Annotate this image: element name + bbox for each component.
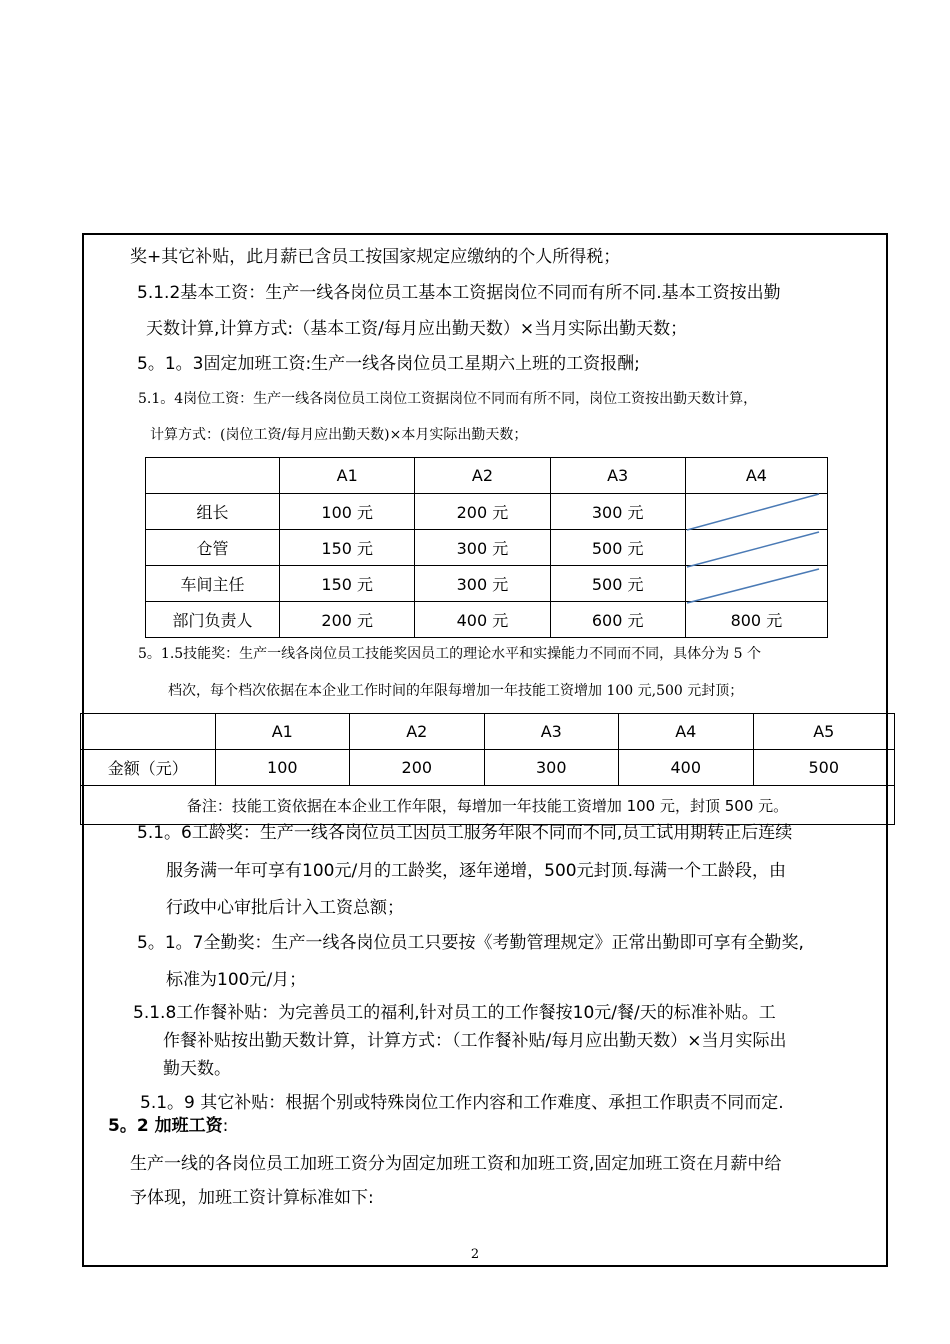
table-cell: 部门负责人 bbox=[146, 602, 280, 638]
table-cell: 400 bbox=[619, 750, 753, 786]
table-cell: 金额（元） bbox=[81, 750, 216, 786]
paragraph-5-1-5: 5。1.5技能奖：生产一线各岗位员工技能奖因员工的理论水平和实操能力不同而不同，具体分为 5 个 bbox=[138, 646, 761, 662]
table-row bbox=[146, 530, 828, 566]
table-cell: 500 元 bbox=[550, 530, 685, 566]
paragraph-line: 行政中心审批后计入工资总额； bbox=[166, 898, 404, 918]
table-cell: A3 bbox=[484, 714, 618, 750]
table-cell: 车间主任 bbox=[146, 566, 280, 602]
table-row bbox=[146, 566, 828, 602]
skill-bonus-table bbox=[80, 713, 895, 825]
table-cell: 400 元 bbox=[415, 602, 550, 638]
paragraph-line: 服务满一年可享有100元/月的工龄奖，逐年递增，500元封顶.每满一个工龄段，由 bbox=[166, 861, 787, 881]
paragraph-line: 计算方式：(岗位工资/每月应出勤天数)×本月实际出勤天数； bbox=[150, 427, 528, 443]
paragraph-5-1-8: 5.1.8工作餐补贴：为完善员工的福利,针对员工的工作餐按10元/餐/天的标准补贴。工 bbox=[133, 1003, 776, 1023]
table-cell: 300 元 bbox=[415, 530, 550, 566]
table-cell: 200 bbox=[350, 750, 484, 786]
table-cell: 300 元 bbox=[550, 494, 685, 530]
paragraph-5-1-9: 5.1。9 其它补贴：根据个别或特殊岗位工作内容和工作难度、承担工作职责不同而定. bbox=[140, 1093, 784, 1113]
paragraph-5-1-6: 5.1。6工龄奖：生产一线各岗位员工因员工服务年限不同而不同,员工试用期转正后连续 bbox=[137, 823, 793, 843]
table-cell: 150 元 bbox=[280, 566, 415, 602]
table-note-row bbox=[81, 786, 895, 825]
table-cell: A4 bbox=[685, 458, 827, 494]
table-cell: A3 bbox=[550, 458, 685, 494]
table-cell bbox=[685, 494, 827, 530]
paragraph-line: 天数计算,计算方式:（基本工资/每月应出勤天数）×当月实际出勤天数； bbox=[146, 319, 688, 339]
table-cell: A1 bbox=[280, 458, 415, 494]
section-heading-colon: : bbox=[222, 1116, 229, 1136]
paragraph-5-1-2: 5.1.2基本工资：生产一线各岗位员工基本工资据岗位不同而有所不同.基本工资按出勤 bbox=[137, 283, 781, 303]
table-cell: 组长 bbox=[146, 494, 280, 530]
paragraph-line: 标准为100元/月； bbox=[166, 970, 307, 990]
table-cell: 500 元 bbox=[550, 566, 685, 602]
paragraph-5-1-3: 5。1。3固定加班工资:生产一线各岗位员工星期六上班的工资报酬; bbox=[137, 354, 640, 374]
table-cell bbox=[685, 566, 827, 602]
table-cell: 200 元 bbox=[280, 602, 415, 638]
table-cell: A5 bbox=[753, 714, 895, 750]
table-cell: 500 bbox=[753, 750, 895, 786]
paragraph-line: 作餐补贴按出勤天数计算，计算方式：（工作餐补贴/每月应出勤天数）×当月实际出 bbox=[163, 1031, 787, 1051]
section-heading-text: 5。2 加班工资 bbox=[108, 1116, 223, 1136]
table-cell: 800 元 bbox=[685, 602, 827, 638]
section-heading-5-2 bbox=[108, 1115, 228, 1137]
table-cell: 仓管 bbox=[146, 530, 280, 566]
position-wage-table bbox=[145, 457, 828, 638]
table-cell: 600 元 bbox=[550, 602, 685, 638]
page-number: 2 bbox=[470, 1247, 480, 1262]
table-cell: A2 bbox=[350, 714, 484, 750]
paragraph-line: 生产一线的各岗位员工加班工资分为固定加班工资和加班工资,固定加班工资在月薪中给 bbox=[130, 1154, 782, 1174]
table-cell: 150 元 bbox=[280, 530, 415, 566]
table-cell: 300 bbox=[484, 750, 618, 786]
table-header-row bbox=[146, 458, 828, 494]
paragraph-5-1-4: 5.1。4岗位工资：生产一线各岗位员工岗位工资据岗位不同而有所不同，岗位工资按出勤天数计算， bbox=[138, 391, 758, 407]
table-cell: 100 bbox=[215, 750, 349, 786]
table-cell: 200 元 bbox=[415, 494, 550, 530]
table-cell: A2 bbox=[415, 458, 550, 494]
paragraph-line: 奖+其它补贴，此月薪已含员工按国家规定应缴纳的个人所得税； bbox=[130, 247, 621, 267]
table-note: 备注：技能工资依据在本企业工作年限，每增加一年技能工资增加 100 元，封顶 500 元。 bbox=[81, 786, 895, 825]
paragraph-line: 勤天数。 bbox=[163, 1059, 231, 1079]
paragraph-line: 档次，每个档次依据在本企业工作时间的年限每增加一年技能工资增加 100 元,500 元封顶； bbox=[168, 683, 744, 699]
table-cell bbox=[685, 530, 827, 566]
paragraph-5-1-7: 5。1。7全勤奖：生产一线各岗位员工只要按《考勤管理规定》正常出勤即可享有全勤奖, bbox=[137, 933, 804, 953]
table-cell: A4 bbox=[619, 714, 753, 750]
table-row bbox=[146, 602, 828, 638]
table-row bbox=[146, 494, 828, 530]
table-cell bbox=[81, 714, 216, 750]
table-cell: 300 元 bbox=[415, 566, 550, 602]
table-row bbox=[81, 750, 895, 786]
paragraph-line: 予体现，加班工资计算标准如下: bbox=[130, 1188, 374, 1208]
table-cell: A1 bbox=[215, 714, 349, 750]
table-header-row bbox=[81, 714, 895, 750]
table-cell: 100 元 bbox=[280, 494, 415, 530]
table-cell bbox=[146, 458, 280, 494]
